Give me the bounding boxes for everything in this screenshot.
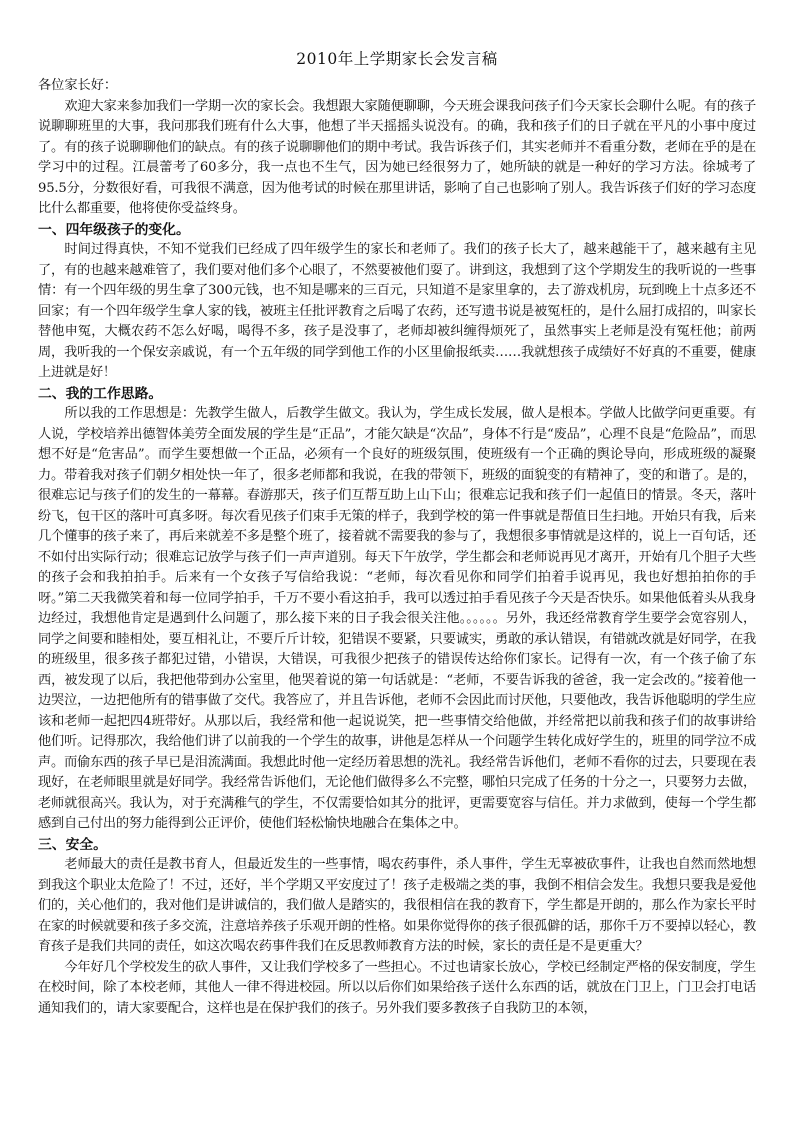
section-1-paragraph: 时间过得真快，不知不觉我们已经成了四年级学生的家长和老师了。我们的孩子长大了，越来越能干了，越来越有主见了，有的也越来越难管了，我们要对他们多个心眼了，不然要被他们耍了。讲到这，我想到了这个学期发生的我听说的一些事情：有一个四年级的男生拿了300元钱，也不知是哪来的三百元，只知道不是家里拿的，去了游戏机房，玩到晚上十点多还不回家；有一个四年级学生拿人家的钱，被班主任批评教育之后喝了农药，还写遗书说是被冤枉的，是什么屈打成招的，叫家长替他申冤，大概农药不怎么好喝，喝得不多，孩子是没事了，老师却被纠缠得烦死了，虽然事实上老师是没有冤枉他；前两周，我听我的一个保安亲戚说，有一个五年级的同学到他工作的小区里偷报纸卖……我就想孩子成绩好不好真的不重要，健康上进就是好！: [38, 242, 756, 380]
section-3-paragraph-2: 今年好几个学校发生的砍人事件，又让我们学校多了一些担心。不过也请家长放心，学校已经制定严格的保安制度，学生在校时间，除了本校老师，其他人一律不得进校园。所以以后你们如果给孩子送什么东西的话，就放在门卫上，门卫会打电话通知我们的，请大家要配合，这样也是在保护我们的孩子。另外我们要多教孩子自我防卫的本领，: [38, 959, 756, 1016]
section-heading-2: 二、我的工作思路。: [38, 385, 163, 402]
salutation: 各位家长好：: [38, 78, 118, 93]
section-2-paragraph: 所以我的工作思想是：先教学生做人，后教学生做文。我认为，学生成长发展，做人是根本。学做人比做学问更重要。有人说，学校培养出德智体美劳全面发展的学生是“正品”，才能欠缺是“次品”，身体不行是“废品”，心理不良是“危险品”，而思想不好是“危害品”。而学生要想做一个正品，必须有一个良好的班级氛围，使班级有一个正确的舆论导向，形成班级的凝聚力。带着我对孩子们朝夕相处快一年了，很多老师都和我说，在我的带领下，班级的面貌变的有精神了，变的和谐了。是的，很难忘记与孩子们的发生的一幕幕。春游那天，孩子们互帮互助上山下山；很难忘记我和孩子们一起值日的情景。冬天，落叶纷飞，包干区的落叶可真多呀。每次看见孩子们束手无策的样子，我到学校的第一件事就是帮值日生扫地。开始只有我，后来几个懂事的孩子来了，再后来就差不多是整个班了，接着就不需要我的参与了，我想很多事情就是这样的，说上一百句话，还不如付出实际行动；很难忘记放学与孩子们一声声道别。每天下午放学，学生都会和老师说再见才离开，开始有几个胆子大些的孩子会和我拍拍手。后来有一个女孩子写信给我说：“老师，每次看见你和同学们拍着手说再见，我也好想拍拍你的手呀。”第二天我微笑着和每一位同学拍手，千万不要小看这拍手，我可以透过拍手看见孩子今天是否快乐。如果他低着头从我身边经过，我想他肯定是遇到什么问题了，那么接下来的日子我会很关注他。。。。。。另外，我还经常教育学生要学会宽容别人，同学之间要和睦相处，要互相礼让，不要斤斤计较，犯错误不要紧，只要诚实，勇敢的承认错误，有错就改就是好同学，在我的班级里，很多孩子都犯过错，小错误，大错误，可我很少把孩子的错误传达给你们家长。记得有一次，有一个孩子偷了东西，被发现了以后，我把他带到办公室里，他哭着说的第一句话就是：“老师，不要告诉我的爸爸，我一定会改的。”接着他一边哭泣，一边把他所有的错事做了交代。我答应了，并且告诉他，老师不会因此而讨厌他，只要他改，我告诉他聪明的学生应该和老师一起把四4班带好。从那以后，我经常和他一起说说笑，把一些事情交给他做，并经常把以前我和孩子们的故事讲给他们听。记得那次，我给他们讲了以前我的一个学生的故事，讲他是怎样从一个问题学生转化成好学生的，班里的同学泣不成声。而偷东西的孩子早已是泪流满面。我想此时他一定经历着思想的洗礼。我经常告诉他们，老师不看你的过去，只要现在表现好，在老师眼里就是好同学。我经常告诉他们，无论他们做得多么不完整，哪怕只完成了任务的十分之一，只要努力去做，老师就很高兴。我认为，对于充满稚气的学生，不仅需要恰如其分的批评，更需要宽容与信任。并力求做到，使每一个学生都感到自己付出的努力能得到公正评价，使他们轻松愉快地融合在集体之中。: [38, 406, 756, 831]
intro-paragraph: 欢迎大家来参加我们一学期一次的家长会。我想跟大家随便聊聊，今天班会课我问孩子们今天家长会聊什么呢。有的孩子说聊聊班里的大事，我问那我们班有什么大事，他想了半天摇摇头说没有。的确，我和孩子们的日子就在平凡的小事中度过了。有的孩子说聊聊他们的缺点。有的孩子说聊聊他们的期中考试。我告诉孩子们，其实老师并不看重分数，老师在乎的是在学习中的过程。江晨蕾考了60多分，我一点也不生气，因为她已经很努力了，她所缺的就是一种好的学习方法。徐城考了95.5分，分数很好看，可我很不满意，因为他考试的时候在那里讲话，影响了自己也影响了别人。我告诉孩子们好的学习态度比什么都重要，他将使你受益终身。: [38, 98, 756, 216]
section-heading-3: 三、安全。: [38, 836, 107, 853]
document-page: [38, 40, 756, 1110]
document-title: 2010年上学期家长会发言稿: [296, 50, 498, 68]
section-heading-1: 一、四年级孩子的变化。: [38, 221, 190, 238]
section-3-paragraph-1: 老师最大的责任是教书育人，但最近发生的一些事情，喝农药事件，杀人事件，学生无辜被砍事件，让我也自然而然地想到我这个职业太危险了！不过，还好，半个学期又平安度过了！孩子走极端之类的事，我倒不相信会发生。我想只要我是爱他们的，关心他们的，我对他们是讲诚信的，我们做人是踏实的，我很相信在我的教育下，学生都是开朗的，那么作为家长平时在家的时候就要和孩子多交流，注意培养孩子乐观开朗的性格。如果你觉得你的孩子很孤僻的话，那你千万不要掉以轻心，教育孩子是我们共同的责任，如这次喝农药事件我们在反思教师教育方法的时候，家长的责任是不是更重大？: [38, 857, 756, 954]
